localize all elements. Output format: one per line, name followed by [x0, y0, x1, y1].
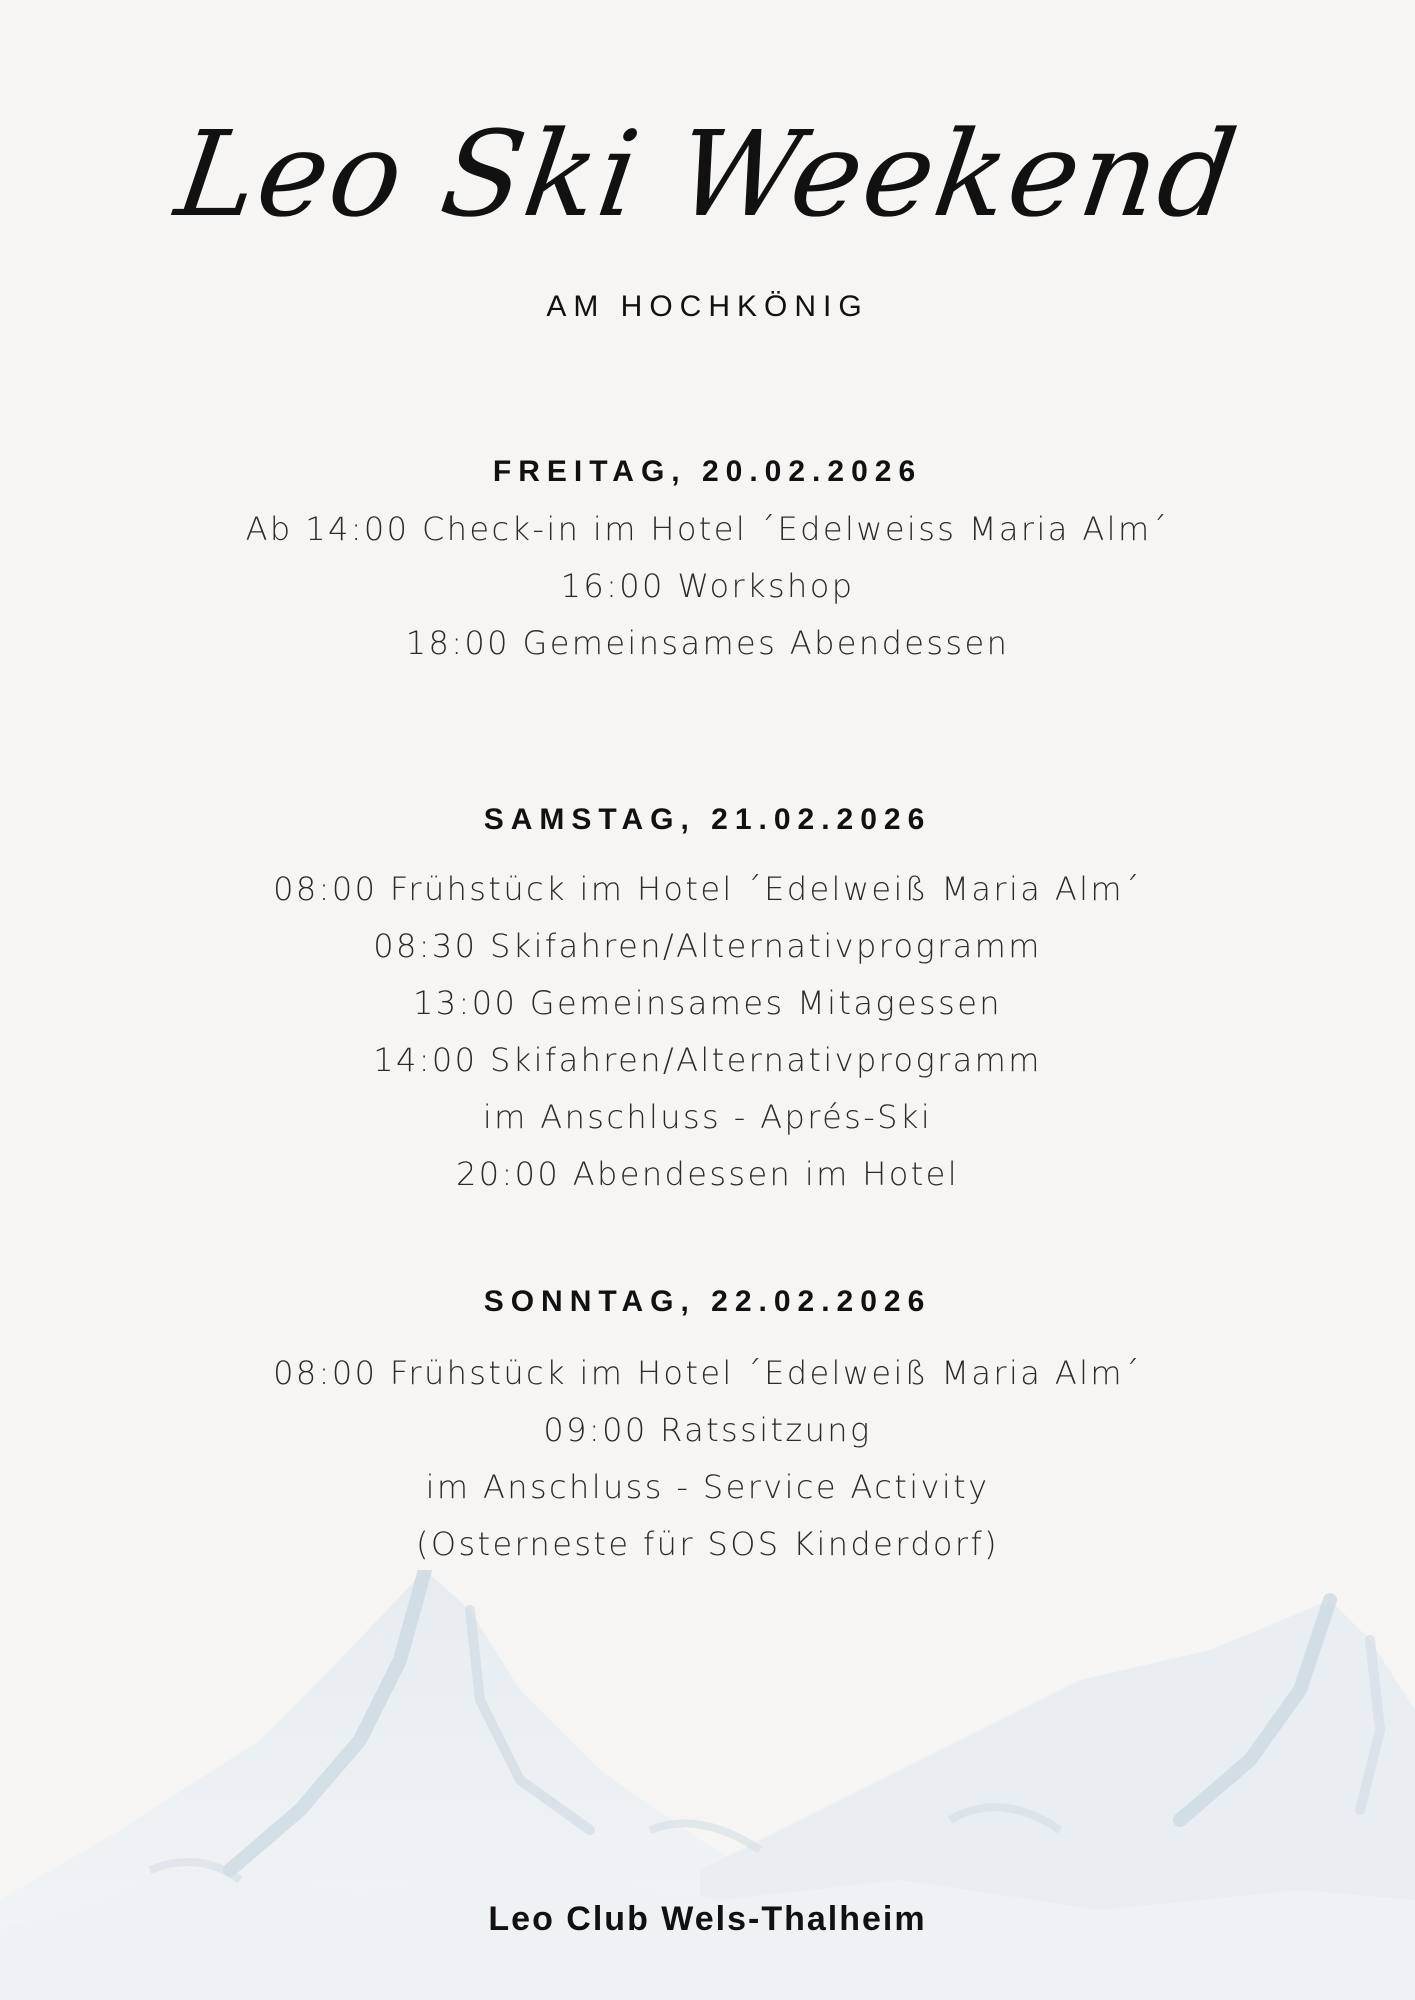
- day-heading: SONNTAG, 22.02.2026: [483, 1285, 932, 1318]
- schedule-item: im Anschluss - Aprés-Ski: [482, 1098, 933, 1136]
- day-heading: SAMSTAG, 21.02.2026: [483, 803, 932, 836]
- schedule-item: 16:00 Workshop: [560, 567, 855, 605]
- day-saturday: [0, 803, 1415, 1203]
- schedule-item: 13:00 Gemeinsames Mitagessen: [413, 984, 1002, 1022]
- schedule-item: 18:00 Gemeinsames Abendessen: [405, 624, 1010, 662]
- schedule-item: 14:00 Skifahren/Alternativprogramm: [373, 1041, 1042, 1079]
- schedule-item: 08:00 Frühstück im Hotel ´Edelweiß Maria Alm´: [273, 1354, 1142, 1392]
- schedule-item: 09:00 Ratssitzung: [543, 1411, 872, 1449]
- schedule-item: 08:30 Skifahren/Alternativprogramm: [373, 927, 1042, 965]
- day-sunday: [0, 1285, 1415, 1573]
- schedule-item: 20:00 Abendessen im Hotel: [455, 1155, 960, 1193]
- day-heading: FREITAG, 20.02.2026: [492, 455, 923, 488]
- event-title: Leo Ski Weekend: [168, 105, 1247, 243]
- schedule-item: im Anschluss - Service Activity: [425, 1468, 990, 1506]
- schedule-item: Ab 14:00 Check-in im Hotel ´Edelweiss Maria Alm´: [245, 510, 1170, 548]
- schedule-item: 08:00 Frühstück im Hotel ´Edelweiß Maria Alm´: [273, 870, 1142, 908]
- schedule-item: (Osterneste für SOS Kinderdorf): [415, 1525, 1000, 1563]
- organizer-footer: Leo Club Wels-Thalheim: [488, 1900, 927, 1938]
- day-friday: [0, 455, 1415, 672]
- event-subtitle: AM HOCHKÖNIG: [546, 290, 869, 323]
